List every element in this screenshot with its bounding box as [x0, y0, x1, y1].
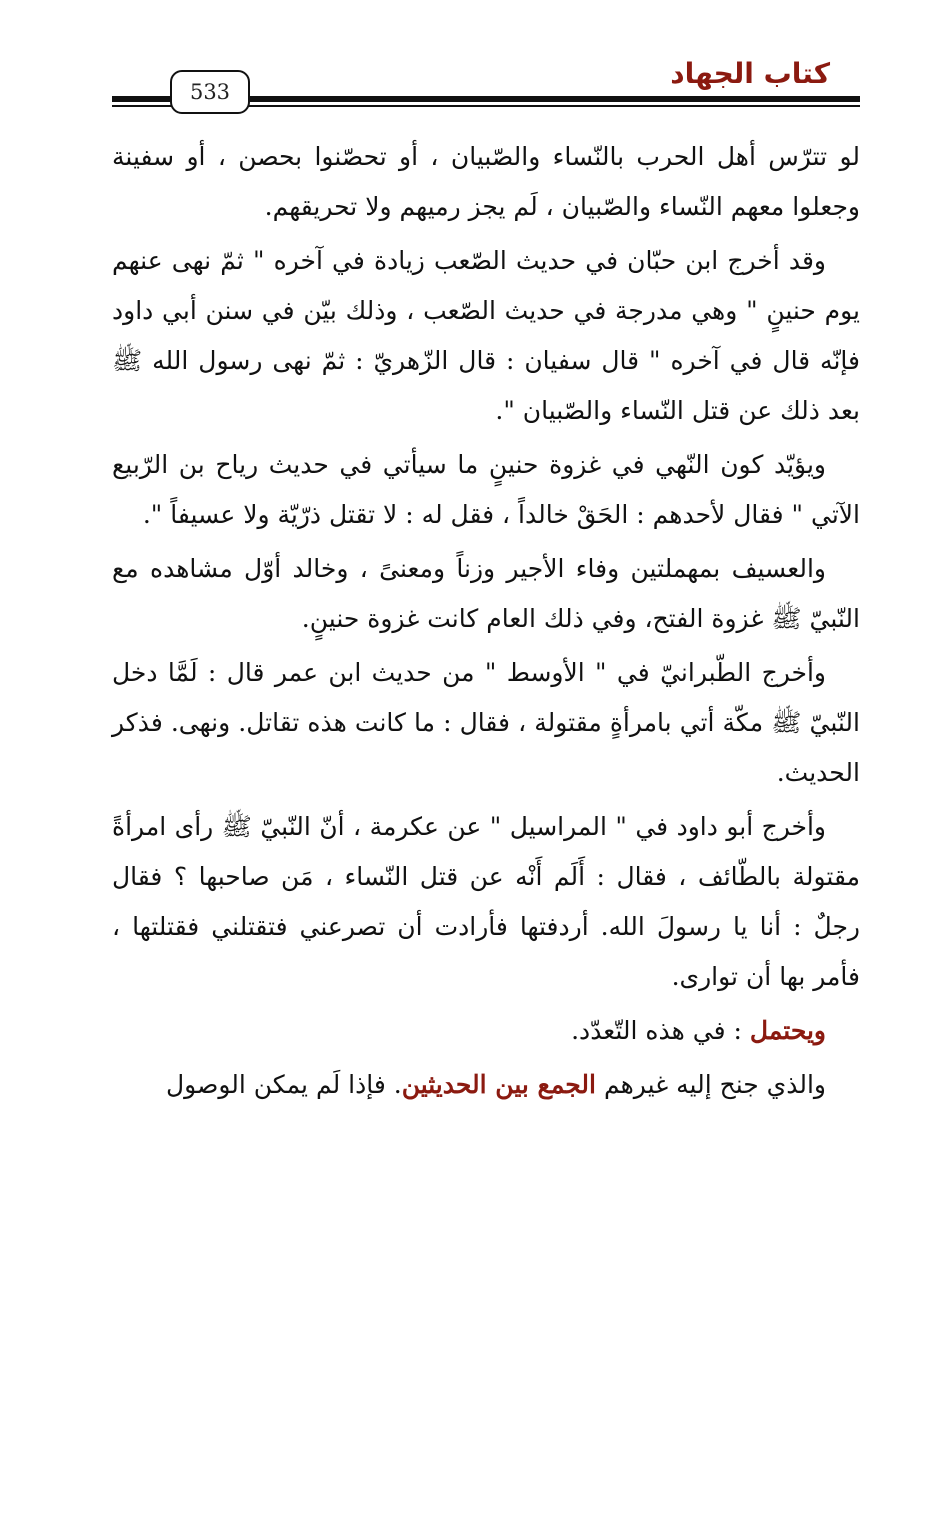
paragraph-text: والذي جنح إليه غيرهم [596, 1070, 826, 1099]
highlighted-term: الجمع بين الحديثين [401, 1070, 596, 1099]
paragraph [112, 440, 860, 540]
page-body [112, 132, 860, 1114]
paragraph-text: والعسيف بمهملتين وفاء الأجير وزناً ومعنىً ، وخالد أوّل مشاهده مع النّبيّ ﷺ غزوة الفتح، وفي ذلك العام كانت غزوة حنينٍ. [112, 554, 860, 633]
paragraph-text: وأخرج الطّبرانيّ في " الأوسط " من حديث ابن عمر قال : لَمَّا دخل النّبيّ ﷺ مكّة أتي بامرأةٍ مقتولة ، فقال : ما كانت هذه تقاتل. ونهى. فذكر الحديث. [112, 658, 860, 787]
page-number-badge [170, 70, 250, 114]
paragraph-text: وقد أخرج ابن حبّان في حديث الصّعب زيادة في آخره " ثمّ نهى عنهم يوم حنينٍ " وهي مدرجة في حديث الصّعب ، وذلك بيّن في سنن أبي داود فإنّه قال في آخره " قال سفيان : قال الزّهريّ : ثمّ نهى رسول الله ﷺ بعد ذلك عن قتل النّساء والصّبيان ". [112, 246, 860, 425]
paragraph [112, 544, 860, 644]
paragraph [112, 648, 860, 798]
highlighted-term: ويحتمل [749, 1016, 826, 1045]
paragraph-text: : في هذه التّعدّد. [571, 1016, 750, 1045]
paragraph [112, 802, 860, 1002]
page-header [112, 56, 860, 116]
paragraph [112, 1060, 860, 1110]
paragraph-text: وأخرج أبو داود في " المراسيل " عن عكرمة ، أنّ النّبيّ ﷺ رأى امرأةً مقتولة بالطّائف ، فقال : أَلَم أَنْه عن قتل النّساء ، مَن صاحبها ؟ فقال رجلٌ : أنا يا رسولَ الله. أردفتها فأرادت أن تصرعني فتقتلني فقتلتها ، فأمر بها أن توارى. [112, 812, 860, 991]
paragraph [112, 1006, 860, 1056]
paragraph-text: لو تترّس أهل الحرب بالنّساء والصّبيان ، أو تحصّنوا بحصن ، أو سفينة وجعلوا معهم النّساء والصّبيان ، لَم يجز رميهم ولا تحريقهم. [112, 142, 860, 221]
paragraph-text: . فإذا لَم يمكن الوصول [166, 1070, 402, 1099]
paragraph [112, 132, 860, 232]
paragraph-text: ويؤيّد كون النّهي في غزوة حنينٍ ما سيأتي في حديث رياح بن الرّبيع الآتي " فقال لأحدهم : الحَقْ خالداً ، فقل له : لا تقتل ذرّيّة ولا عسيفاً ". [112, 450, 860, 529]
page-number: 533 [189, 80, 231, 104]
book-title: كتاب الجهاد [670, 57, 830, 90]
paragraph [112, 236, 860, 436]
